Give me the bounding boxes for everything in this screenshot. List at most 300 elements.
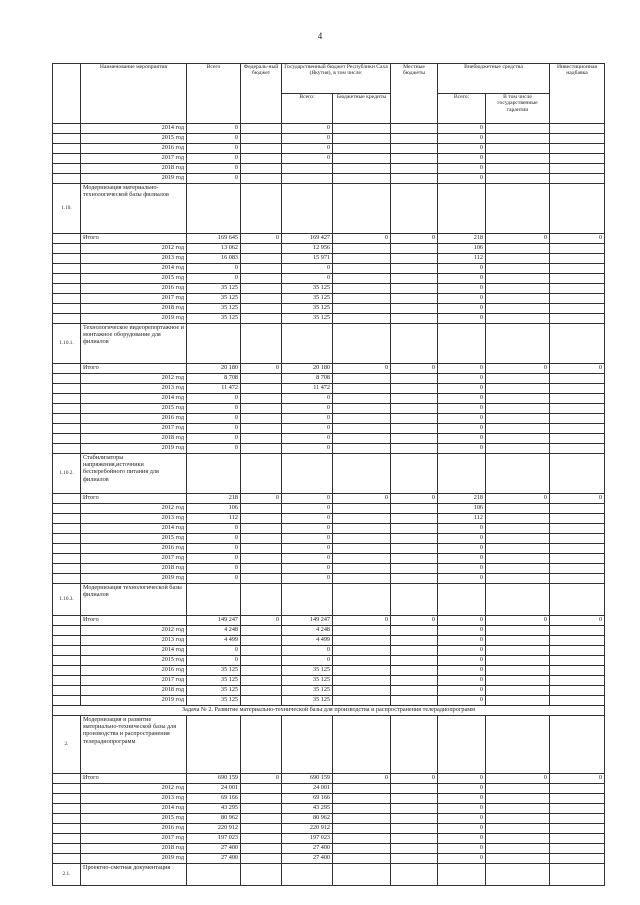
value-cell <box>391 656 438 666</box>
value-cell <box>333 686 391 696</box>
value-cell <box>333 174 391 184</box>
value-cell <box>391 284 438 294</box>
value-cell <box>241 374 282 384</box>
section-code: 2.1. <box>53 864 81 886</box>
value-cell <box>241 144 282 154</box>
value-cell <box>550 686 605 696</box>
empty-cell <box>187 864 241 886</box>
value-cell <box>333 636 391 646</box>
value-cell <box>333 824 391 834</box>
value-cell <box>550 374 605 384</box>
year-row <box>53 504 605 514</box>
budget-table-wrapper <box>52 63 604 886</box>
empty-cell <box>282 864 333 886</box>
budget-table <box>52 63 605 886</box>
value-cell <box>550 244 605 254</box>
total-label: Итого <box>81 774 187 784</box>
code-cell <box>53 164 81 174</box>
year-label: 2013 год <box>81 254 187 264</box>
value-cell <box>486 524 550 534</box>
code-cell <box>53 696 81 706</box>
year-label: 2018 год <box>81 434 187 444</box>
value-cell <box>241 784 282 794</box>
value-cell <box>550 636 605 646</box>
value-cell: 24 001 <box>187 784 241 794</box>
value-cell <box>333 414 391 424</box>
value-cell <box>550 174 605 184</box>
value-cell: 0 <box>282 394 333 404</box>
total-label: Итого <box>81 494 187 504</box>
value-cell <box>241 304 282 314</box>
value-cell <box>333 646 391 656</box>
value-cell: 0 <box>187 144 241 154</box>
value-cell: 43 295 <box>187 804 241 814</box>
value-cell: 112 <box>438 514 486 524</box>
value-cell: 0 <box>187 174 241 184</box>
value-cell: 0 <box>438 164 486 174</box>
value-cell: 197 023 <box>282 834 333 844</box>
value-cell <box>241 676 282 686</box>
value-cell <box>391 814 438 824</box>
code-cell <box>53 534 81 544</box>
header-federal: Федераль-ный бюджет <box>241 64 282 124</box>
year-row <box>53 284 605 294</box>
year-label: 2015 год <box>81 274 187 284</box>
year-row <box>53 564 605 574</box>
value-cell <box>550 264 605 274</box>
empty-cell <box>282 324 333 364</box>
value-cell: 0 <box>333 616 391 626</box>
code-cell <box>53 666 81 676</box>
value-cell: 0 <box>438 636 486 646</box>
code-cell <box>53 646 81 656</box>
value-cell: 8 708 <box>187 374 241 384</box>
year-label: 2014 год <box>81 264 187 274</box>
value-cell: 0 <box>391 364 438 374</box>
year-row <box>53 854 605 864</box>
value-cell: 4 499 <box>187 636 241 646</box>
code-cell <box>53 284 81 294</box>
value-cell <box>550 814 605 824</box>
value-cell: 220 912 <box>187 824 241 834</box>
value-cell <box>333 696 391 706</box>
value-cell <box>333 444 391 454</box>
value-cell <box>333 514 391 524</box>
value-cell <box>486 656 550 666</box>
value-cell: 106 <box>438 504 486 514</box>
empty-cell <box>391 184 438 234</box>
empty-cell <box>391 716 438 774</box>
year-row <box>53 424 605 434</box>
year-row <box>53 636 605 646</box>
year-row <box>53 314 605 324</box>
value-cell <box>486 626 550 636</box>
value-cell <box>333 534 391 544</box>
year-label: 2017 год <box>81 834 187 844</box>
value-cell <box>241 424 282 434</box>
value-cell: 0 <box>187 164 241 174</box>
value-cell <box>550 854 605 864</box>
value-cell <box>391 574 438 584</box>
year-row <box>53 294 605 304</box>
value-cell: 0 <box>438 124 486 134</box>
value-cell: 0 <box>282 574 333 584</box>
value-cell: 690 159 <box>282 774 333 784</box>
value-cell <box>486 244 550 254</box>
code-cell <box>53 854 81 864</box>
value-cell <box>282 164 333 174</box>
value-cell <box>486 686 550 696</box>
value-cell: 0 <box>187 554 241 564</box>
header-off-total: Всего: <box>438 94 486 124</box>
value-cell <box>333 404 391 414</box>
value-cell: 0 <box>550 234 605 244</box>
code-cell <box>53 656 81 666</box>
section-title: Проектно-сметная документация <box>81 864 187 886</box>
empty-cell <box>486 184 550 234</box>
value-cell <box>333 626 391 636</box>
value-cell <box>391 254 438 264</box>
header-name: Наименование мероприятия <box>81 64 187 124</box>
value-cell: 0 <box>438 626 486 636</box>
value-cell: 0 <box>187 264 241 274</box>
section-code: 1.10.3. <box>53 584 81 616</box>
value-cell <box>241 554 282 564</box>
value-cell: 0 <box>438 656 486 666</box>
code-cell <box>53 676 81 686</box>
value-cell <box>550 154 605 164</box>
value-cell: 0 <box>438 686 486 696</box>
value-cell: 0 <box>438 134 486 144</box>
value-cell: 27 400 <box>187 854 241 864</box>
value-cell <box>241 686 282 696</box>
value-cell <box>391 646 438 656</box>
year-row <box>53 174 605 184</box>
value-cell <box>241 534 282 544</box>
value-cell <box>241 804 282 814</box>
value-cell <box>391 394 438 404</box>
value-cell <box>333 284 391 294</box>
value-cell <box>550 144 605 154</box>
value-cell: 0 <box>241 494 282 504</box>
value-cell <box>486 784 550 794</box>
code-cell <box>53 636 81 646</box>
empty-cell <box>187 584 241 616</box>
value-cell: 0 <box>333 364 391 374</box>
value-cell <box>550 626 605 636</box>
code-cell <box>53 314 81 324</box>
value-cell <box>333 544 391 554</box>
value-cell: 35 125 <box>187 304 241 314</box>
code-cell <box>53 544 81 554</box>
value-cell: 0 <box>438 794 486 804</box>
code-cell <box>53 824 81 834</box>
year-label: 2019 год <box>81 854 187 864</box>
value-cell <box>391 676 438 686</box>
year-label: 2018 год <box>81 844 187 854</box>
value-cell <box>241 254 282 264</box>
year-label: 2017 год <box>81 554 187 564</box>
value-cell: 35 125 <box>282 676 333 686</box>
value-cell: 0 <box>550 616 605 626</box>
code-cell <box>53 774 81 784</box>
value-cell <box>391 804 438 814</box>
value-cell: 0 <box>486 364 550 374</box>
value-cell <box>486 676 550 686</box>
value-cell <box>486 574 550 584</box>
value-cell <box>550 534 605 544</box>
value-cell: 35 125 <box>282 284 333 294</box>
empty-cell <box>550 716 605 774</box>
value-cell: 27 400 <box>282 844 333 854</box>
code-cell <box>53 154 81 164</box>
value-cell: 15 971 <box>282 254 333 264</box>
value-cell: 0 <box>438 616 486 626</box>
empty-cell <box>241 324 282 364</box>
value-cell <box>333 294 391 304</box>
value-cell: 0 <box>438 676 486 686</box>
value-cell <box>486 794 550 804</box>
value-cell <box>550 554 605 564</box>
value-cell <box>391 154 438 164</box>
value-cell <box>241 524 282 534</box>
year-label: 2012 год <box>81 244 187 254</box>
year-row <box>53 164 605 174</box>
value-cell: 0 <box>187 134 241 144</box>
value-cell <box>391 164 438 174</box>
value-cell: 169 645 <box>187 234 241 244</box>
total-row <box>53 774 605 784</box>
year-row <box>53 544 605 554</box>
value-cell <box>241 404 282 414</box>
value-cell <box>241 666 282 676</box>
value-cell <box>391 444 438 454</box>
value-cell <box>333 564 391 574</box>
value-cell: 8 708 <box>282 374 333 384</box>
value-cell: 0 <box>282 424 333 434</box>
value-cell <box>241 314 282 324</box>
value-cell <box>486 696 550 706</box>
code-cell <box>53 514 81 524</box>
year-label: 2016 год <box>81 144 187 154</box>
value-cell: 0 <box>438 284 486 294</box>
empty-cell <box>333 324 391 364</box>
year-row <box>53 794 605 804</box>
page-number: 4 <box>317 31 323 41</box>
value-cell: 0 <box>438 524 486 534</box>
value-cell <box>391 404 438 414</box>
value-cell: 112 <box>438 254 486 264</box>
value-cell: 0 <box>187 656 241 666</box>
value-cell <box>486 636 550 646</box>
value-cell <box>550 124 605 134</box>
value-cell <box>550 824 605 834</box>
value-cell <box>550 834 605 844</box>
value-cell: 0 <box>486 774 550 784</box>
value-cell <box>486 824 550 834</box>
value-cell <box>333 154 391 164</box>
value-cell: 0 <box>282 414 333 424</box>
value-cell <box>241 274 282 284</box>
value-cell: 0 <box>282 134 333 144</box>
value-cell: 20 180 <box>187 364 241 374</box>
empty-cell <box>486 584 550 616</box>
value-cell <box>550 394 605 404</box>
value-cell: 0 <box>282 274 333 284</box>
total-row <box>53 364 605 374</box>
value-cell: 149 247 <box>282 616 333 626</box>
value-cell <box>391 834 438 844</box>
empty-cell <box>187 324 241 364</box>
year-label: 2018 год <box>81 164 187 174</box>
value-cell <box>333 384 391 394</box>
value-cell <box>486 174 550 184</box>
value-cell: 0 <box>438 666 486 676</box>
code-cell <box>53 574 81 584</box>
value-cell <box>241 434 282 444</box>
empty-cell <box>486 454 550 494</box>
value-cell: 0 <box>187 564 241 574</box>
year-label: 2012 год <box>81 626 187 636</box>
value-cell: 0 <box>438 564 486 574</box>
value-cell <box>486 154 550 164</box>
value-cell: 0 <box>187 434 241 444</box>
value-cell <box>391 244 438 254</box>
value-cell: 0 <box>438 424 486 434</box>
empty-cell <box>391 584 438 616</box>
value-cell <box>333 244 391 254</box>
value-cell <box>333 274 391 284</box>
value-cell: 0 <box>282 544 333 554</box>
value-cell: 0 <box>438 174 486 184</box>
value-cell <box>333 676 391 686</box>
code-cell <box>53 124 81 134</box>
value-cell: 0 <box>438 414 486 424</box>
code-cell <box>53 144 81 154</box>
value-cell: 11 472 <box>282 384 333 394</box>
value-cell <box>391 134 438 144</box>
value-cell: 0 <box>550 774 605 784</box>
value-cell: 80 962 <box>282 814 333 824</box>
value-cell: 0 <box>438 434 486 444</box>
year-label: 2019 год <box>81 574 187 584</box>
code-cell <box>53 626 81 636</box>
value-cell <box>486 274 550 284</box>
value-cell: 0 <box>187 414 241 424</box>
value-cell: 0 <box>438 824 486 834</box>
code-cell <box>53 414 81 424</box>
value-cell: 35 125 <box>187 676 241 686</box>
year-row <box>53 414 605 424</box>
value-cell: 20 180 <box>282 364 333 374</box>
value-cell <box>486 444 550 454</box>
value-cell: 0 <box>438 444 486 454</box>
value-cell <box>486 854 550 864</box>
value-cell: 106 <box>438 244 486 254</box>
value-cell: 0 <box>241 774 282 784</box>
value-cell: 0 <box>187 534 241 544</box>
value-cell <box>391 384 438 394</box>
year-label: 2013 год <box>81 636 187 646</box>
year-row <box>53 144 605 154</box>
value-cell: 0 <box>438 294 486 304</box>
year-row <box>53 626 605 636</box>
value-cell <box>241 394 282 404</box>
value-cell <box>241 844 282 854</box>
code-cell <box>53 554 81 564</box>
value-cell: 0 <box>550 364 605 374</box>
value-cell: 0 <box>438 304 486 314</box>
value-cell <box>241 834 282 844</box>
value-cell <box>550 544 605 554</box>
year-label: 2018 год <box>81 564 187 574</box>
value-cell: 0 <box>187 154 241 164</box>
value-cell <box>550 666 605 676</box>
value-cell <box>241 544 282 554</box>
year-row <box>53 384 605 394</box>
value-cell <box>550 784 605 794</box>
empty-cell <box>550 324 605 364</box>
value-cell: 35 125 <box>187 294 241 304</box>
value-cell: 0 <box>438 814 486 824</box>
empty-cell <box>282 584 333 616</box>
section-code: 1.10.2. <box>53 454 81 494</box>
year-row <box>53 304 605 314</box>
task-title: Задача № 2. Развитие материально-технической базы для производства и распространения телерадиопрограмм <box>53 706 605 716</box>
value-cell: 220 912 <box>282 824 333 834</box>
value-cell <box>550 414 605 424</box>
value-cell: 69 166 <box>187 794 241 804</box>
value-cell <box>333 666 391 676</box>
value-cell <box>486 554 550 564</box>
value-cell: 197 023 <box>187 834 241 844</box>
year-label: 2012 год <box>81 374 187 384</box>
year-label: 2015 год <box>81 134 187 144</box>
empty-cell <box>438 716 486 774</box>
value-cell <box>486 124 550 134</box>
value-cell <box>333 814 391 824</box>
value-cell <box>486 504 550 514</box>
value-cell: 0 <box>391 494 438 504</box>
value-cell: 0 <box>438 404 486 414</box>
empty-cell <box>241 864 282 886</box>
value-cell: 0 <box>391 616 438 626</box>
value-cell <box>391 564 438 574</box>
year-row <box>53 444 605 454</box>
value-cell <box>241 854 282 864</box>
value-cell: 4 499 <box>282 636 333 646</box>
value-cell <box>333 254 391 264</box>
value-cell: 0 <box>282 564 333 574</box>
year-row <box>53 274 605 284</box>
value-cell: 0 <box>486 494 550 504</box>
value-cell <box>333 554 391 564</box>
value-cell: 0 <box>282 656 333 666</box>
value-cell: 0 <box>282 534 333 544</box>
header-offbudget: Внебюджетные средства <box>438 64 550 94</box>
value-cell: 0 <box>391 234 438 244</box>
section-title-row <box>53 716 605 774</box>
value-cell <box>391 414 438 424</box>
code-cell <box>53 616 81 626</box>
year-label: 2018 год <box>81 686 187 696</box>
code-cell <box>53 264 81 274</box>
value-cell: 690 159 <box>187 774 241 784</box>
value-cell <box>550 134 605 144</box>
year-row <box>53 134 605 144</box>
value-cell: 0 <box>187 574 241 584</box>
value-cell <box>486 144 550 154</box>
